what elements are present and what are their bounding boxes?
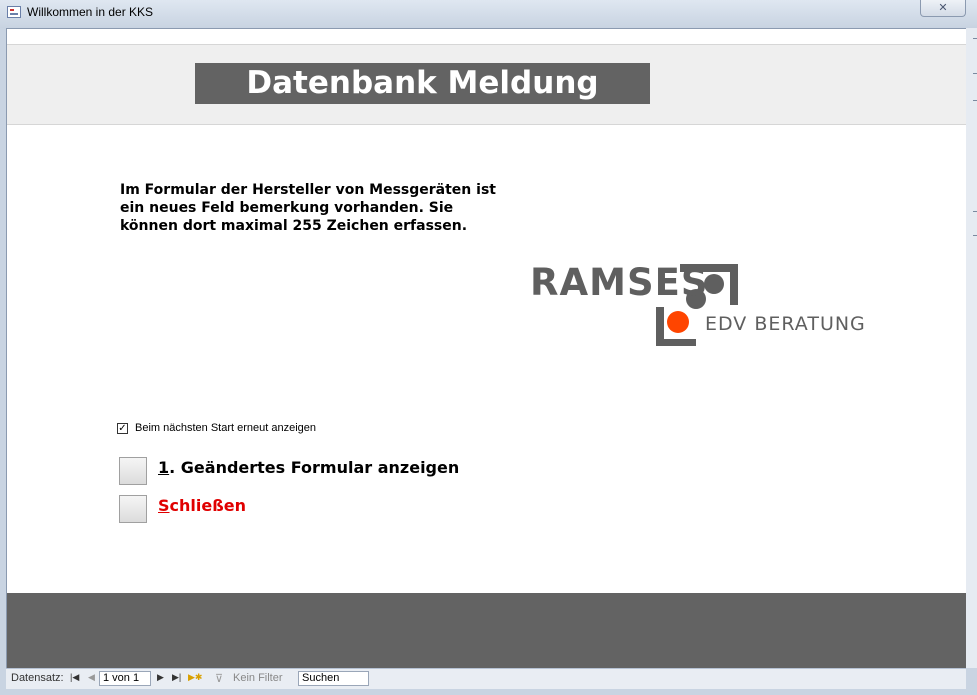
form-footer xyxy=(7,593,966,669)
checkmark-icon: ✓ xyxy=(118,423,127,434)
prev-record-icon[interactable]: ◀ xyxy=(88,672,95,682)
show-form-button[interactable] xyxy=(119,457,147,485)
record-position-input[interactable]: 1 von 1 xyxy=(99,671,151,686)
record-navigation-bar xyxy=(6,668,966,689)
close-form-text: chließen xyxy=(169,496,246,515)
logo-subtitle: EDV BERATUNG xyxy=(705,313,866,335)
window-bottom-border xyxy=(0,689,977,695)
search-input[interactable]: Suchen xyxy=(298,671,369,686)
show-again-checkbox[interactable] xyxy=(117,423,128,434)
ramses-logo xyxy=(530,261,870,351)
record-label: Datensatz: xyxy=(11,672,64,684)
first-record-icon[interactable]: |◀ xyxy=(70,672,80,682)
show-again-label: Beim nächsten Start erneut anzeigen xyxy=(135,422,317,434)
new-record-icon[interactable]: ▶✱ xyxy=(188,672,203,682)
filter-icon[interactable]: ⊽ xyxy=(215,673,224,685)
window-title: Willkommen in der KKS xyxy=(27,5,154,19)
last-record-icon[interactable]: ▶| xyxy=(172,672,182,682)
window-titlebar xyxy=(0,0,977,28)
logo-name: RAMSES xyxy=(530,261,709,304)
show-form-label[interactable] xyxy=(158,458,459,477)
show-form-mnemonic: 1 xyxy=(158,458,170,477)
show-form-text: . Geändertes Formular anzeigen xyxy=(169,458,460,477)
close-form-mnemonic: S xyxy=(158,496,170,515)
next-record-icon[interactable]: ▶ xyxy=(157,672,164,682)
no-filter-label[interactable]: Kein Filter xyxy=(233,672,283,684)
form-icon xyxy=(7,6,21,18)
close-form-label[interactable] xyxy=(158,496,246,515)
form-body xyxy=(6,28,966,668)
close-icon: ✕ xyxy=(938,2,948,14)
window-close-button[interactable] xyxy=(920,0,966,17)
right-scroll-strip xyxy=(966,28,977,668)
banner-title: Datenbank Meldung xyxy=(195,63,650,104)
info-text: Im Formular der Hersteller von Messgeräten ist ein neues Feld bemerkung vorhanden. Sie können dort maximal 255 Zeichen erfassen. xyxy=(120,182,496,234)
form-header xyxy=(7,44,966,125)
close-form-button[interactable] xyxy=(119,495,147,523)
